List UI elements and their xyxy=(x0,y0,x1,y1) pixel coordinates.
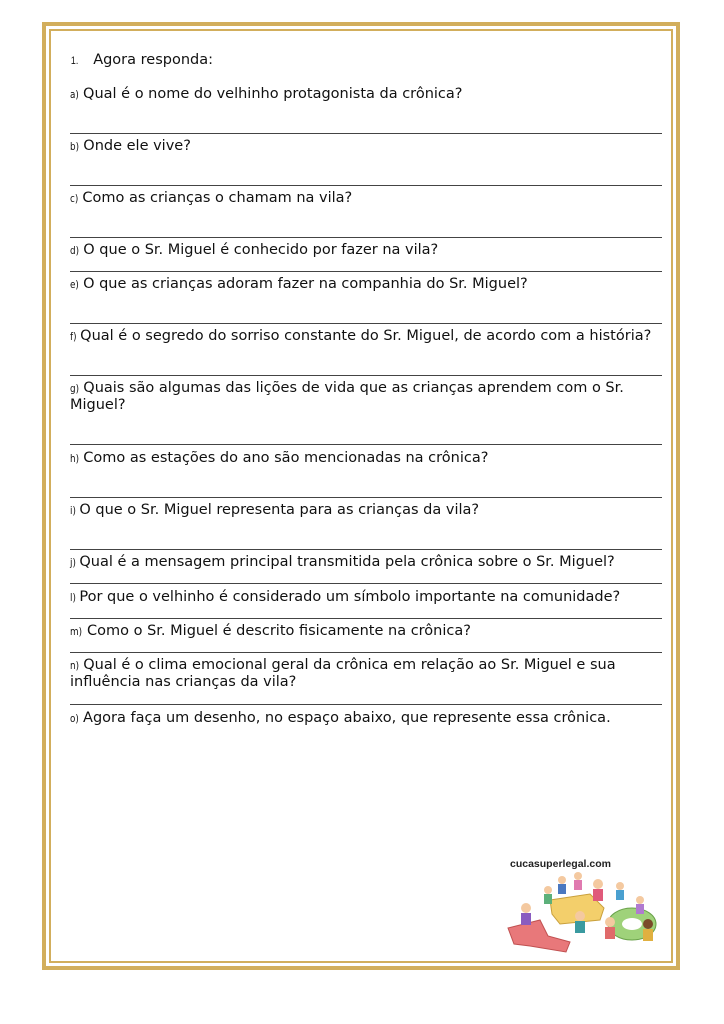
question-f xyxy=(70,328,662,345)
question-text: Como as crianças o chamam na vila? xyxy=(82,190,353,206)
answer-line[interactable] xyxy=(70,323,662,324)
question-text: Como as estações do ano são mencionadas na crônica? xyxy=(83,450,489,466)
answer-line[interactable] xyxy=(70,133,662,134)
question-text: Onde ele vive? xyxy=(83,138,191,154)
question-text: Como o Sr. Miguel é descrito fisicamente na crônica? xyxy=(87,623,471,639)
question-j xyxy=(70,554,662,571)
question-a xyxy=(70,86,662,103)
answer-line[interactable] xyxy=(70,185,662,186)
question-o xyxy=(70,710,662,727)
page-border-inner xyxy=(49,29,673,963)
section-heading xyxy=(70,52,213,68)
heading-text: Agora responda: xyxy=(93,52,213,68)
question-letter: h) xyxy=(70,452,80,465)
children-playing-illustration-icon xyxy=(500,858,670,958)
answer-line[interactable] xyxy=(70,549,662,550)
answer-line[interactable] xyxy=(70,237,662,238)
question-letter: e) xyxy=(70,278,79,291)
question-text: Qual é o segredo do sorriso constante do Sr. Miguel, de acordo com a história? xyxy=(80,328,652,344)
question-text: Agora faça um desenho, no espaço abaixo, que represente essa crônica. xyxy=(83,710,611,726)
question-letter: g) xyxy=(70,382,80,395)
question-letter: i) xyxy=(70,504,76,517)
question-h xyxy=(70,450,662,467)
question-text: Qual é o nome do velhinho protagonista da crônica? xyxy=(83,86,463,102)
question-letter: m) xyxy=(70,625,83,638)
question-letter: l) xyxy=(70,591,76,604)
question-l xyxy=(70,589,662,606)
question-g xyxy=(70,380,662,414)
logo-text: cucasuperlegal.com xyxy=(510,858,611,870)
question-n xyxy=(70,657,662,691)
question-m xyxy=(70,623,662,640)
answer-line[interactable] xyxy=(70,375,662,376)
question-text: Por que o velhinho é considerado um símbolo importante na comunidade? xyxy=(79,589,621,605)
question-d xyxy=(70,242,662,259)
question-i xyxy=(70,502,662,519)
answer-line[interactable] xyxy=(70,704,662,705)
heading-number: 1. xyxy=(70,55,79,67)
answer-line[interactable] xyxy=(70,583,662,584)
question-c xyxy=(70,190,662,207)
question-letter: n) xyxy=(70,659,80,672)
question-text: Qual é o clima emocional geral da crônica em relação ao Sr. Miguel e sua influência nas crianças da vila? xyxy=(70,657,616,690)
answer-line[interactable] xyxy=(70,497,662,498)
question-text: O que o Sr. Miguel é conhecido por fazer na vila? xyxy=(83,242,439,258)
question-letter: j) xyxy=(70,556,76,569)
answer-line[interactable] xyxy=(70,444,662,445)
question-e xyxy=(70,276,662,293)
site-logo xyxy=(500,858,670,958)
answer-line[interactable] xyxy=(70,618,662,619)
question-letter: a) xyxy=(70,88,79,101)
page-border xyxy=(42,22,680,970)
question-b xyxy=(70,138,662,155)
question-letter: c) xyxy=(70,192,79,205)
question-letter: b) xyxy=(70,140,80,153)
question-text: O que as crianças adoram fazer na companhia do Sr. Miguel? xyxy=(83,276,528,292)
question-letter: f) xyxy=(70,330,77,343)
question-text: O que o Sr. Miguel representa para as crianças da vila? xyxy=(79,502,480,518)
question-letter: d) xyxy=(70,244,80,257)
answer-line[interactable] xyxy=(70,652,662,653)
question-text: Qual é a mensagem principal transmitida pela crônica sobre o Sr. Miguel? xyxy=(79,554,615,570)
question-letter: o) xyxy=(70,712,79,725)
question-text: Quais são algumas das lições de vida que as crianças aprendem com o Sr. Miguel? xyxy=(70,380,624,413)
answer-line[interactable] xyxy=(70,271,662,272)
